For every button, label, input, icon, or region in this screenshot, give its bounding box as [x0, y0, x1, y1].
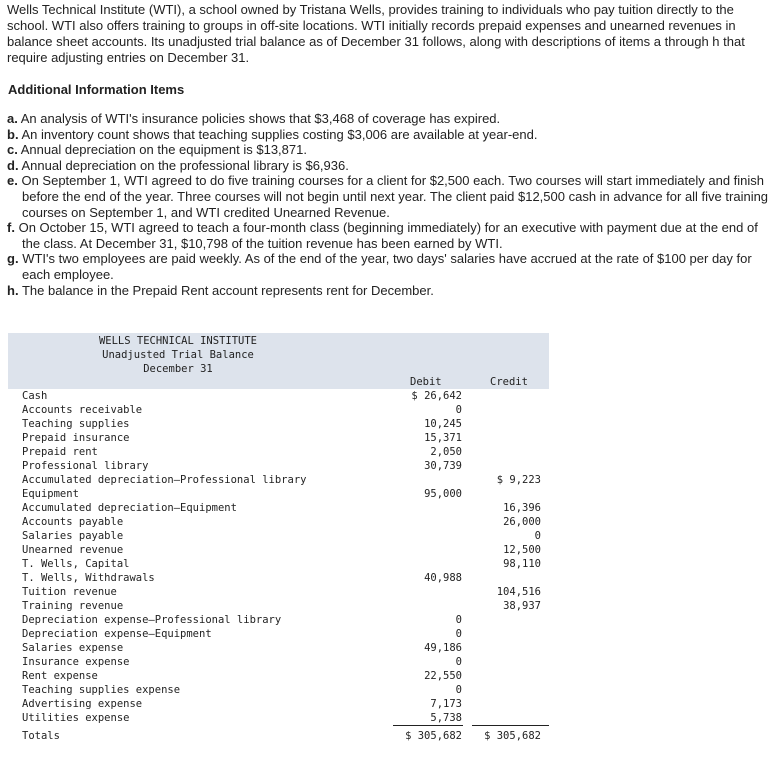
- debit-amount: 0: [455, 656, 462, 668]
- table-row: [22, 698, 549, 712]
- info-item-d: [7, 158, 773, 174]
- info-item-e: [7, 173, 773, 220]
- info-item-text: On September 1, WTI agreed to do five training courses for a client for $2,500 each. Two courses will start immediately and finish before the end of the year. Three courses will not begin until next year. The client paid $12,500 cash in advance for all five training courses on September 1, and WTI credited Unearned Revenue.: [21, 173, 769, 220]
- info-item-label: e.: [7, 173, 18, 189]
- table-row: [22, 628, 549, 642]
- credit-amount: 98,110: [503, 558, 541, 570]
- table-row: [22, 474, 549, 488]
- credit-amount: 12,500: [503, 544, 541, 556]
- info-item-text: WTI's two employees are paid weekly. As of the end of the year, two days' salaries have accrued at the rate of $100 per day for each employee.: [22, 251, 752, 282]
- table-row: [22, 390, 549, 404]
- table-row: [22, 572, 549, 586]
- intro-paragraph: Wells Technical Institute (WTI), a school owned by Tristana Wells, provides training to individuals who pay tuition directly to the school. WTI also offers training to groups in off-site locations. WTI initially records prepaid expenses and unearned revenues in balance sheet accounts. Its unadjusted trial balance as of December 31 follows, along with descriptions of items a through h that require adjusting entries on December 31.: [7, 2, 745, 65]
- account-name: Insurance expense: [22, 656, 130, 668]
- debit-amount: 0: [455, 404, 462, 416]
- info-item-a: [7, 111, 773, 127]
- totals-label: Totals: [22, 730, 60, 742]
- credit-column-header: Credit: [490, 376, 528, 388]
- debit-amount: 40,988: [424, 572, 462, 584]
- account-name: Utilities expense: [22, 712, 130, 724]
- info-item-label: f.: [7, 220, 15, 236]
- credit-amount: 16,396: [503, 502, 541, 514]
- debit-amount: 95,000: [424, 488, 462, 500]
- table-row: [22, 558, 549, 572]
- account-name: Salaries expense: [22, 642, 124, 654]
- credit-amount: 26,000: [503, 516, 541, 528]
- debit-amount: 7,173: [430, 698, 462, 710]
- table-row: [22, 488, 549, 502]
- debit-amount: 10,245: [424, 418, 462, 430]
- account-name: Equipment: [22, 488, 79, 500]
- table-row: [22, 404, 549, 418]
- account-name: Professional library: [22, 460, 149, 472]
- account-name: Accounts payable: [22, 516, 124, 528]
- table-row: [22, 516, 549, 530]
- account-name: T. Wells, Withdrawals: [22, 572, 155, 584]
- info-item-text: Annual depreciation on the professional library is $6,936.: [21, 157, 349, 173]
- account-name: Depreciation expense—Equipment: [22, 628, 212, 640]
- table-row: [22, 670, 549, 684]
- account-name: Unearned revenue: [22, 544, 124, 556]
- account-name: Rent expense: [22, 670, 98, 682]
- account-name: Prepaid insurance: [22, 432, 130, 444]
- table-row: [22, 600, 549, 614]
- table-row: [22, 642, 549, 656]
- table-row: [22, 656, 549, 670]
- account-name: Advertising expense: [22, 698, 143, 710]
- credit-amount: 38,937: [503, 600, 541, 612]
- info-item-text: Annual depreciation on the equipment is $13,871.: [20, 142, 307, 158]
- info-item-text: The balance in the Prepaid Rent account represents rent for December.: [21, 282, 434, 298]
- account-name: T. Wells, Capital: [22, 558, 130, 570]
- info-item-label: c.: [7, 142, 18, 158]
- account-name: Depreciation expense—Professional library: [22, 614, 282, 626]
- info-item-label: b.: [7, 126, 19, 142]
- table-row: [22, 432, 549, 446]
- debit-amount: 22,550: [424, 670, 462, 682]
- additional-info-list: [7, 111, 773, 298]
- credit-total: $ 305,682: [484, 730, 541, 742]
- account-name: Teaching supplies expense: [22, 684, 181, 696]
- table-row: [22, 418, 549, 432]
- account-name: Salaries payable: [22, 530, 124, 542]
- account-name: Cash: [22, 390, 48, 402]
- info-item-h: [7, 283, 773, 299]
- credit-amount: 0: [534, 530, 541, 542]
- info-item-label: d.: [7, 157, 19, 173]
- info-item-label: g.: [7, 251, 19, 267]
- account-name: Teaching supplies: [22, 418, 130, 430]
- debit-amount: 49,186: [424, 642, 462, 654]
- totals-row: [22, 730, 549, 744]
- account-name: Training revenue: [22, 600, 124, 612]
- debit-amount: 15,371: [424, 432, 462, 444]
- statement-title: Unadjusted Trial Balance: [102, 349, 254, 361]
- debit-column-header: Debit: [410, 376, 442, 388]
- company-name: WELLS TECHNICAL INSTITUTE: [98, 335, 258, 347]
- account-name: Tuition revenue: [22, 586, 117, 598]
- account-name: Accumulated depreciation—Equipment: [22, 502, 237, 514]
- table-row: [22, 460, 549, 474]
- debit-total-rule: [393, 725, 463, 726]
- info-item-b: [7, 127, 773, 143]
- table-row: [22, 530, 549, 544]
- account-name: Accumulated depreciation—Professional library: [22, 474, 307, 486]
- account-name: Accounts receivable: [22, 404, 143, 416]
- table-row: [22, 446, 549, 460]
- table-row: [22, 502, 549, 516]
- account-name: Prepaid rent: [22, 446, 98, 458]
- credit-amount: 104,516: [496, 586, 541, 598]
- debit-total: $ 305,682: [405, 730, 462, 742]
- table-row: [22, 684, 549, 698]
- table-row: [22, 614, 549, 628]
- info-item-text: An analysis of WTI's insurance policies shows that $3,468 of coverage has expired.: [20, 111, 501, 126]
- info-item-label: h.: [7, 282, 19, 298]
- debit-amount: 0: [455, 614, 462, 626]
- table-row: [22, 712, 549, 726]
- info-item-text: An inventory count shows that teaching supplies costing $3,006 are available at year-end.: [21, 126, 538, 142]
- debit-amount: 30,739: [424, 460, 462, 472]
- debit-amount: 0: [455, 684, 462, 696]
- additional-info-heading: Additional Information Items: [8, 82, 185, 97]
- table-row: [22, 544, 549, 558]
- info-item-g: [7, 251, 773, 282]
- trial-balance-table: [8, 333, 549, 754]
- credit-amount: $ 9,223: [496, 474, 541, 486]
- debit-amount: $ 26,642: [411, 390, 462, 402]
- info-item-label: a.: [7, 111, 18, 126]
- statement-date: December 31: [143, 363, 213, 375]
- info-item-text: On October 15, WTI agreed to teach a four-month class (beginning immediately) for an executive with payment due at the end of the class. At December 31, $10,798 of the tuition revenue has been earned by WTI.: [18, 220, 758, 251]
- debit-amount: 0: [455, 628, 462, 640]
- debit-amount: 2,050: [430, 446, 462, 458]
- table-row: [22, 586, 549, 600]
- credit-total-rule: [472, 725, 549, 726]
- info-item-f: [7, 220, 773, 251]
- debit-amount: 5,738: [430, 712, 462, 724]
- info-item-c: [7, 142, 773, 158]
